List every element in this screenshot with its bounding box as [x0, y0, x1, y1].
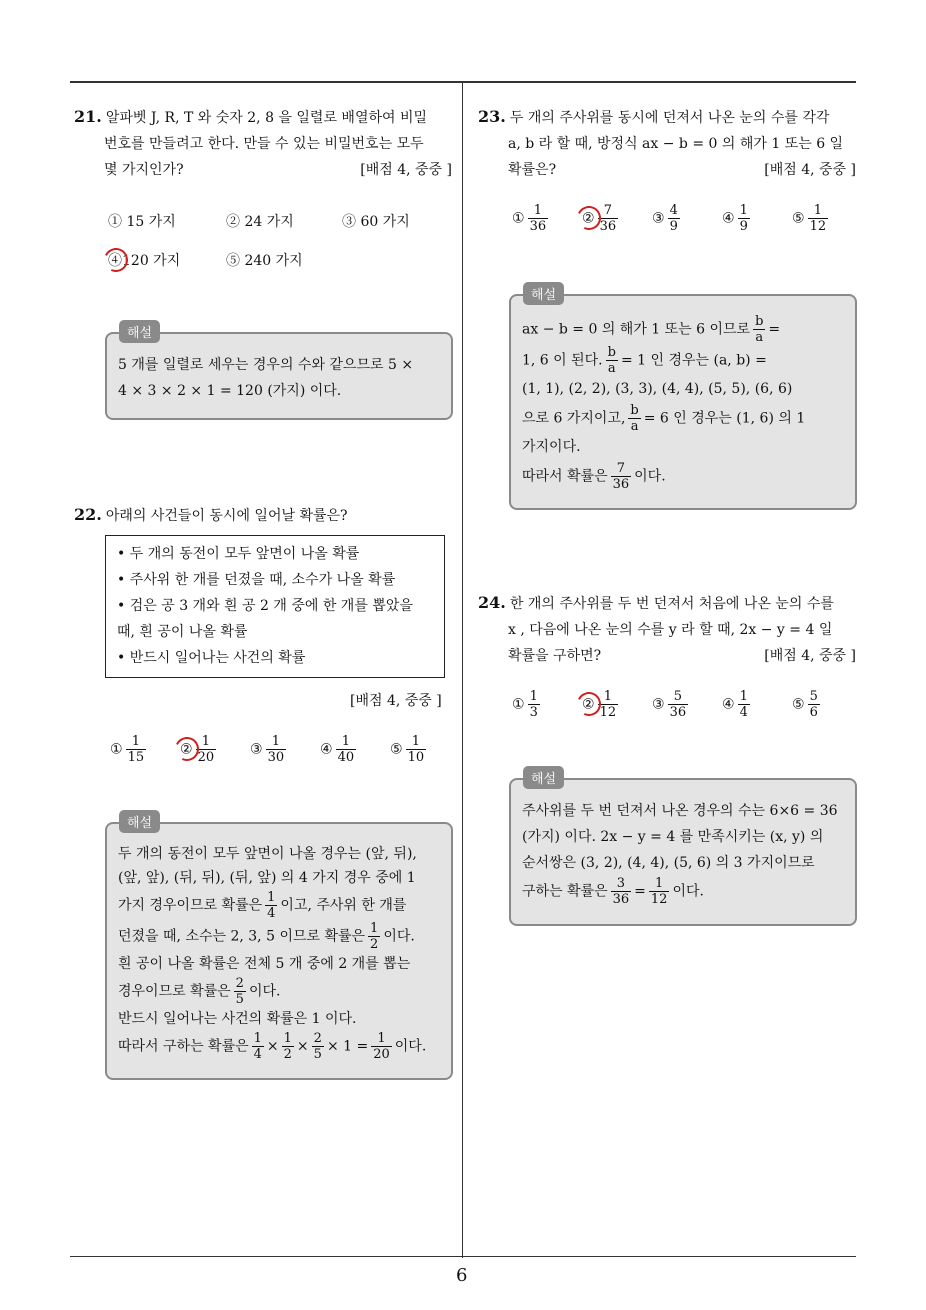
choice-number: ②	[226, 214, 240, 230]
list-item: • 주사위 한 개를 던졌을 때, 소수가 나올 확률	[117, 572, 396, 588]
choice-1[interactable]: ① 15 가지	[108, 214, 176, 230]
explanation-text: ax − b = 0 의 해가 1 또는 6 이므로 $\frac{b}{a}$ = 1, 6 이 된다. $\frac{b}{a}$ = 1 인 경우는 (a, b) = (1, 1), (2, 2), (3, 3), (4, 4), (5, 5), (6, 6) 으로 6 가지이고, $\frac{b}{a}$ = 6 인 경우는 (1, 6) 의 1 가지이다. 따라서 확률은 $\frac{7}{36}$ 이다.	[522, 314, 806, 492]
choice-3[interactable]: ③ $\frac{5}{36}$	[652, 689, 687, 720]
events-list	[117, 541, 442, 671]
choice-1[interactable]: ① $\frac{1}{36}$	[512, 203, 547, 234]
choice-2[interactable]: ② $\frac{7}{36}$	[582, 203, 617, 234]
question-text: 아래의 사건들이 동시에 일어날 확률은?	[105, 508, 348, 524]
choice-2[interactable]: ② $\frac{1}{20}$	[180, 734, 215, 765]
explanation-label: 해설	[119, 810, 160, 833]
question-text: 두 개의 주사위를 동시에 던져서 나온 눈의 수를 각각	[509, 110, 830, 126]
choice-4[interactable]: ④ $\frac{1}{40}$	[320, 734, 355, 765]
choice-number: ⑤	[226, 253, 240, 269]
question-text: 한 개의 주사위를 두 번 던져서 처음에 나온 눈의 수를	[509, 596, 834, 612]
choice-4[interactable]: ④ $\frac{1}{4}$	[722, 689, 748, 720]
choice-number: ①	[108, 214, 122, 230]
bottom-rule	[70, 1256, 856, 1257]
choice-5[interactable]: ⑤ $\frac{5}{6}$	[792, 689, 818, 720]
choice-5[interactable]: ⑤ $\frac{1}{12}$	[792, 203, 827, 234]
score-label: [배점 4, 중중 ]	[764, 648, 856, 664]
list-item: • 검은 공 3 개와 흰 공 2 개 중에 한 개를 뽑았을	[117, 598, 413, 614]
top-rule	[70, 81, 856, 83]
choice-3[interactable]: ③ 60 가지	[342, 214, 410, 230]
question-23	[478, 104, 856, 183]
question-number: 24.	[478, 593, 506, 612]
question-text: 번호를 만들려고 한다. 만들 수 있는 비밀번호는 모두	[104, 136, 424, 152]
explanation-label: 해설	[119, 320, 160, 343]
choice-number: ④	[108, 253, 122, 269]
choice-4[interactable]: ④120 가지	[108, 253, 181, 269]
column-divider	[462, 82, 463, 1258]
choice-3[interactable]: ③ $\frac{4}{9}$	[652, 203, 678, 234]
choice-1[interactable]: ① $\frac{1}{3}$	[512, 689, 538, 720]
question-number: 23.	[478, 107, 506, 126]
explanation-text: 5 개를 일렬로 세우는 경우의 수와 같으므로 5 × 4 × 3 × 2 × 1 = 120 (가지) 이다.	[118, 357, 414, 399]
question-22	[74, 502, 452, 529]
question-24	[478, 590, 856, 669]
list-item: • 두 개의 동전이 모두 앞면이 나올 확률	[117, 546, 360, 562]
question-text: 확률을 구하면?	[508, 648, 602, 664]
choice-3[interactable]: ③ $\frac{1}{30}$	[250, 734, 285, 765]
choice-2[interactable]: ② $\frac{1}{12}$	[582, 689, 617, 720]
page-number: 6	[456, 1265, 468, 1286]
question-text: x , 다음에 나온 눈의 수를 y 라 할 때, 2x − y = 4 일	[508, 622, 833, 638]
choice-5[interactable]: ⑤ $\frac{1}{10}$	[390, 734, 425, 765]
explanation-label: 해설	[523, 766, 564, 789]
choice-5[interactable]: ⑤ 240 가지	[226, 253, 303, 269]
explanation-text: 주사위를 두 번 던져서 나온 경우의 수는 6×6 = 36 (가지) 이다. 2x − y = 4 를 만족시키는 (x, y) 의 순서쌍은 (3, 2), (4, 4), (5, 6) 의 3 가지이므로 구하는 확률은 $\frac{3}{36}$ = $\frac{1}{12}$ 이다.	[522, 803, 838, 907]
choice-number: ③	[342, 214, 356, 230]
question-number: 22.	[74, 505, 102, 524]
question-number: 21.	[74, 107, 102, 126]
choice-4[interactable]: ④ $\frac{1}{9}$	[722, 203, 748, 234]
question-21	[74, 104, 452, 183]
question-text: a, b 라 할 때, 방정식 ax − b = 0 의 해가 1 또는 6 일	[508, 136, 844, 152]
explanation-text: 두 개의 동전이 모두 앞면이 나올 경우는 (앞, 뒤), (앞, 앞), (뒤, 뒤), (뒤, 앞) 의 4 가지 경우 중에 1 가지 경우이므로 확률은 $\frac{1}{4}$ 이고, 주사위 한 개를 던졌을 때, 소수는 2, 3, 5 이므로 확률은 $\frac{1}{2}$ 이다. 흰 공이 나올 확률은 전체 5 개 중에 2 개를 뽑는 경우이므로 확률은 $\frac{2}{5}$ 이다. 반드시 일어나는 사건의 확률은 1 이다. 따라서 구하는 확률은 $\frac{1}{4}$ × $\frac{1}{2}$ × $\frac{2}{5}$ × 1 = $\frac{1}{20}$ 이다.	[118, 846, 427, 1062]
score-label: [배점 4, 중중 ]	[350, 693, 442, 709]
question-text: 몇 가지인가?	[104, 162, 184, 178]
question-text: 알파벳 J, R, T 와 숫자 2, 8 을 일렬로 배열하여 비밀	[105, 110, 428, 126]
score-label: [배점 4, 중중 ]	[360, 162, 452, 178]
choice-1[interactable]: ① $\frac{1}{15}$	[110, 734, 145, 765]
list-item: • 반드시 일어나는 사건의 확률	[117, 650, 306, 666]
explanation-label: 해설	[523, 282, 564, 305]
choice-2[interactable]: ② 24 가지	[226, 214, 294, 230]
list-item: 때, 흰 공이 나올 확률	[117, 624, 248, 640]
score-label: [배점 4, 중중 ]	[764, 162, 856, 178]
question-text: 확률은?	[508, 162, 557, 178]
